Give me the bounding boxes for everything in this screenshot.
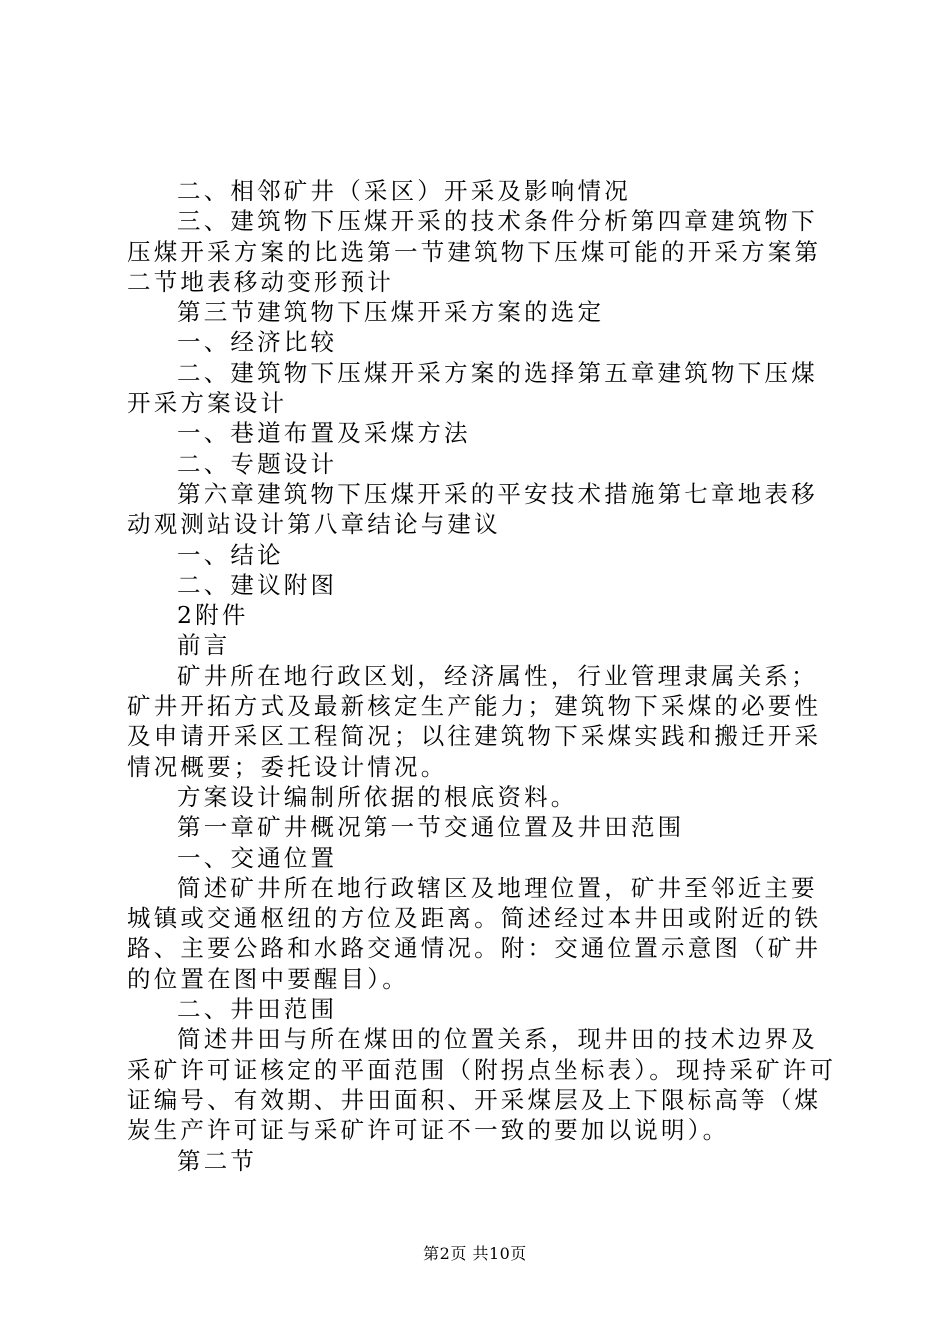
paragraph: 一、交通位置 (177, 843, 338, 872)
paragraph: 第三节建筑物下压煤开采方案的选定 (177, 298, 605, 327)
paragraph: 2附件 (177, 601, 249, 630)
paragraph: 一、巷道布置及采煤方法 (177, 419, 471, 448)
paragraph: 二、井田范围 (177, 995, 338, 1024)
paragraph: 二、相邻矿井（采区）开采及影响情况 (177, 177, 631, 205)
paragraph: 二、建筑物下压煤开采方案的选择第五章建筑物下压煤开采方案设计 (127, 358, 818, 418)
paragraph: 二、专题设计 (177, 449, 338, 478)
paragraph: 三、建筑物下压煤开采的技术条件分析第四章建筑物下压煤开采方案的比选第一节建筑物下压煤可能的开采方案第二节地表移动变形预计 (127, 207, 822, 296)
paragraph: 前言 (177, 631, 231, 660)
document-body (127, 176, 837, 1176)
paragraph: 一、结论 (177, 540, 284, 569)
paragraph: 简述井田与所在煤田的位置关系，现井田的技术边界及采矿许可证核定的平面范围（附拐点坐标表）。现持采矿许可证编号、有效期、井田面积、开采煤层及上下限标高等（煤炭生产许可证与采矿许可证不一致的要加以说明）。 (127, 1025, 837, 1145)
paragraph: 第一章矿井概况第一节交通位置及井田范围 (177, 813, 685, 842)
paragraph: 简述矿井所在地行政辖区及地理位置，矿井至邻近主要城镇或交通枢纽的方位及距离。简述经过本井田或附近的铁路、主要公路和水路交通情况。附：交通位置示意图（矿井的位置在图中要醒目）。 (127, 873, 822, 993)
paragraph: 第六章建筑物下压煤开采的平安技术措施第七章地表移动观测站设计第八章结论与建议 (127, 479, 818, 539)
page-number-footer: 第2页 共10页 (423, 1244, 527, 1263)
paragraph: 矿井所在地行政区划，经济属性，行业管理隶属关系；矿井开拓方式及最新核定生产能力；建筑物下采煤的必要性及申请开采区工程简况；以往建筑物下采煤实践和搬迁开采情况概要；委托设计情况。 (127, 661, 822, 781)
paragraph: 第二节 (177, 1146, 258, 1175)
paragraph: 方案设计编制所依据的根底资料。 (177, 782, 578, 811)
paragraph: 二、建议附图 (177, 570, 338, 599)
paragraph: 一、经济比较 (177, 328, 338, 357)
